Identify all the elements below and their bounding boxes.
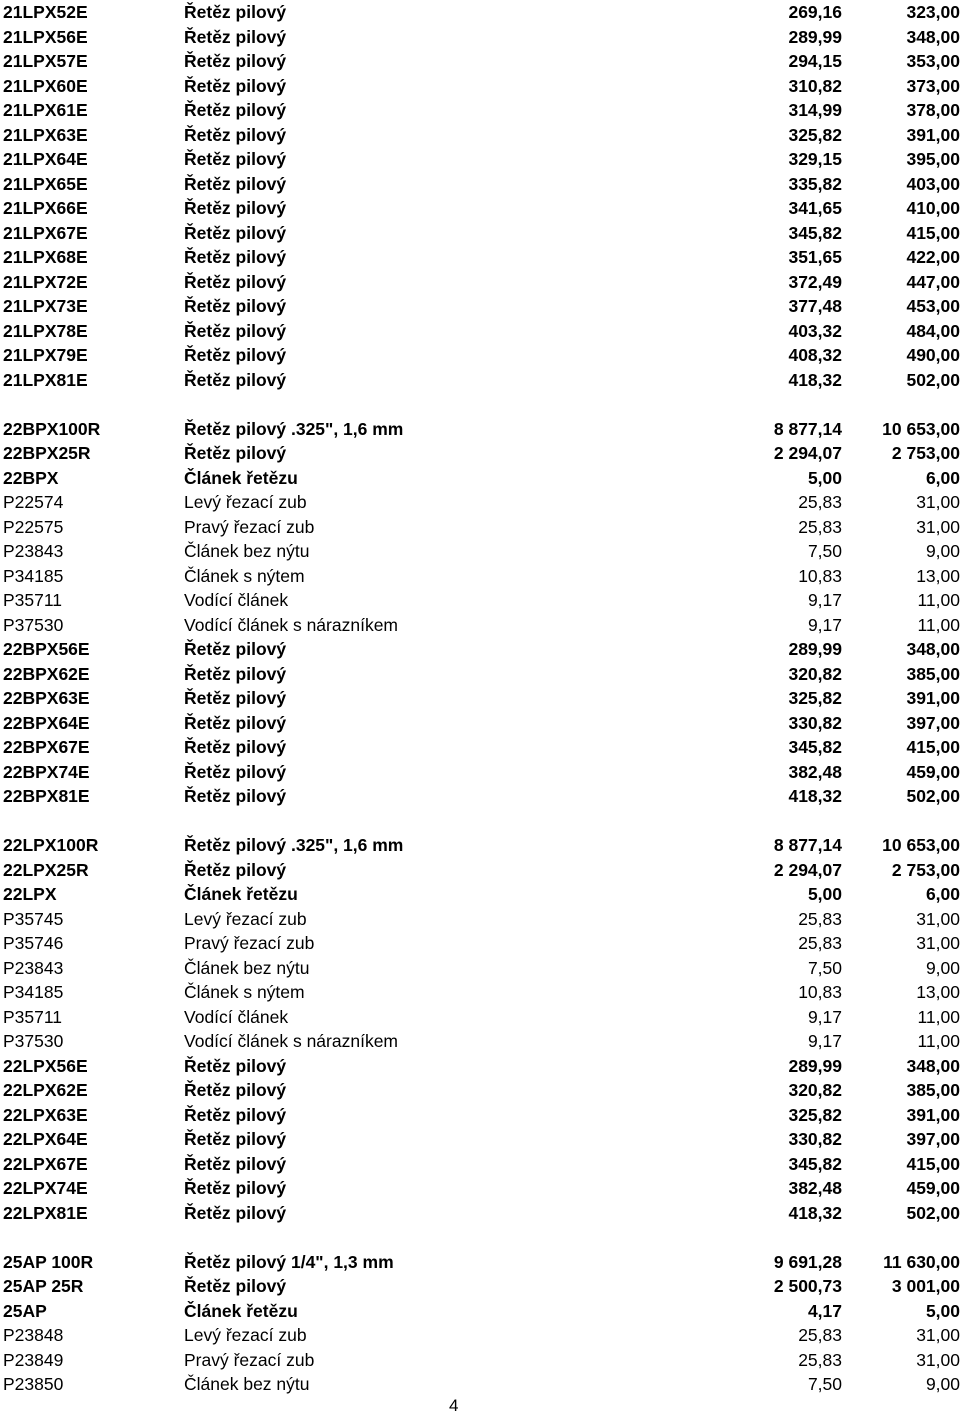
table-row <box>0 196 960 221</box>
product-code: 22LPX56E <box>3 1055 88 1076</box>
price-with-vat: 502,00 <box>906 369 960 390</box>
price-without-vat: 9,17 <box>807 1031 842 1051</box>
product-code: 22BPX56E <box>3 639 90 659</box>
price-without-vat: 7,50 <box>807 541 842 561</box>
price-with-vat: 385,00 <box>906 1080 960 1100</box>
table-row <box>0 1250 960 1275</box>
table-row <box>0 564 960 589</box>
price-with-vat: 391,00 <box>906 1104 960 1125</box>
product-description: Řetěz pilový <box>184 51 287 71</box>
price-with-vat: 395,00 <box>906 149 960 169</box>
product-code: 22BPX81E <box>3 786 90 806</box>
product-code: 21LPX65E <box>3 173 88 194</box>
price-without-vat: 7,50 <box>807 957 842 978</box>
product-code: 22BPX100R <box>3 418 101 439</box>
product-code: 21LPX73E <box>3 296 88 316</box>
product-code: P22575 <box>3 516 64 537</box>
product-code: 22LPX74E <box>3 1178 88 1198</box>
table-row <box>0 441 960 466</box>
price-with-vat: 353,00 <box>906 51 960 71</box>
product-description: Řetěz pilový .325", 1,6 mm <box>184 835 404 855</box>
product-description: Vodící článek <box>184 1006 289 1027</box>
price-without-vat: 9 691,28 <box>773 1251 842 1272</box>
price-with-vat: 6,00 <box>925 884 960 904</box>
product-description: Článek řetězu <box>184 467 298 488</box>
product-code: P37530 <box>3 614 64 635</box>
product-code: 22BPX67E <box>3 737 90 757</box>
price-with-vat: 391,00 <box>906 124 960 145</box>
table-row <box>0 0 960 25</box>
table-row <box>0 319 960 344</box>
price-without-vat: 351,65 <box>788 247 842 267</box>
price-without-vat: 25,83 <box>798 516 842 537</box>
price-without-vat: 9,17 <box>807 1006 842 1027</box>
price-with-vat: 3 001,00 <box>891 1276 960 1296</box>
product-description: Řetěz pilový <box>184 75 287 96</box>
product-description: Řetěz pilový <box>184 320 287 341</box>
product-description: Řetěz pilový <box>184 1080 287 1100</box>
table-row <box>0 123 960 148</box>
product-code: P35745 <box>3 908 64 929</box>
table-row <box>0 49 960 74</box>
product-description: Článek řetězu <box>184 1300 298 1321</box>
table-row <box>0 147 960 172</box>
price-without-vat: 382,48 <box>788 1178 842 1198</box>
price-with-vat: 502,00 <box>906 1202 960 1223</box>
table-row <box>0 1078 960 1103</box>
price-with-vat: 31,00 <box>916 908 960 929</box>
product-description: Řetěz pilový .325", 1,6 mm <box>184 418 404 439</box>
table-row <box>0 221 960 246</box>
product-code: 21LPX61E <box>3 100 88 120</box>
price-with-vat: 397,00 <box>906 712 960 733</box>
table-row <box>0 1299 960 1324</box>
product-description: Levý řezací zub <box>184 908 307 929</box>
product-description: Řetěz pilový <box>184 1104 287 1125</box>
price-without-vat: 25,83 <box>798 1325 842 1345</box>
price-with-vat: 13,00 <box>916 565 960 586</box>
table-row <box>0 294 960 319</box>
table-row <box>0 637 960 662</box>
product-description: Článek bez nýtu <box>184 1374 310 1394</box>
price-without-vat: 408,32 <box>788 345 842 365</box>
table-row <box>0 368 960 393</box>
price-with-vat: 385,00 <box>906 663 960 684</box>
product-code: 21LPX79E <box>3 345 88 365</box>
price-with-vat: 490,00 <box>906 345 960 365</box>
product-code: P35746 <box>3 933 64 953</box>
price-without-vat: 341,65 <box>788 198 842 218</box>
price-without-vat: 10,83 <box>798 565 842 586</box>
price-without-vat: 325,82 <box>788 1104 842 1125</box>
table-row <box>0 172 960 197</box>
price-without-vat: 325,82 <box>788 688 842 708</box>
product-code: 22BPX63E <box>3 688 90 708</box>
product-description: Řetěz pilový <box>184 737 287 757</box>
product-code: 22BPX64E <box>3 712 90 733</box>
table-row <box>0 980 960 1005</box>
price-without-vat: 345,82 <box>788 1153 842 1174</box>
price-with-vat: 348,00 <box>906 1055 960 1076</box>
product-code: P23843 <box>3 541 64 561</box>
price-without-vat: 329,15 <box>788 149 842 169</box>
product-code: 22BPX <box>3 467 59 488</box>
price-with-vat: 378,00 <box>906 100 960 120</box>
price-without-vat: 25,83 <box>798 908 842 929</box>
price-with-vat: 10 653,00 <box>882 418 960 439</box>
table-row <box>0 588 960 613</box>
table-row <box>0 760 960 785</box>
price-without-vat: 289,99 <box>788 639 842 659</box>
price-without-vat: 5,00 <box>807 884 842 904</box>
price-with-vat: 415,00 <box>906 222 960 243</box>
price-without-vat: 289,99 <box>788 1055 842 1076</box>
price-without-vat: 418,32 <box>788 786 842 806</box>
price-without-vat: 25,83 <box>798 933 842 953</box>
table-row <box>0 1005 960 1030</box>
product-description: Řetěz pilový <box>184 786 287 806</box>
price-with-vat: 373,00 <box>906 75 960 96</box>
table-row <box>0 1103 960 1128</box>
product-description: Řetěz pilový <box>184 639 287 659</box>
price-with-vat: 13,00 <box>916 982 960 1002</box>
product-code: P23848 <box>3 1325 64 1345</box>
product-description: Pravý řezací zub <box>184 933 315 953</box>
price-with-vat: 5,00 <box>925 1300 960 1321</box>
product-description: Řetěz pilový 1/4", 1,3 mm <box>184 1251 394 1272</box>
product-group <box>0 417 960 809</box>
price-with-vat: 11,00 <box>917 614 960 635</box>
price-without-vat: 330,82 <box>788 1129 842 1149</box>
price-without-vat: 372,49 <box>788 271 842 292</box>
product-description: Řetěz pilový <box>184 2 287 22</box>
product-description: Pravý řezací zub <box>184 1349 315 1370</box>
product-code: 22BPX25R <box>3 443 91 463</box>
product-group <box>0 833 960 1225</box>
product-description: Řetěz pilový <box>184 1178 287 1198</box>
product-description: Řetěz pilový <box>184 443 287 463</box>
product-description: Článek bez nýtu <box>184 541 310 561</box>
price-with-vat: 31,00 <box>916 516 960 537</box>
product-description: Řetěz pilový <box>184 663 287 684</box>
price-with-vat: 410,00 <box>906 198 960 218</box>
table-row <box>0 907 960 932</box>
table-row <box>0 956 960 981</box>
price-with-vat: 415,00 <box>906 737 960 757</box>
product-code: 21LPX72E <box>3 271 88 292</box>
product-description: Řetěz pilový <box>184 124 287 145</box>
price-without-vat: 403,32 <box>788 320 842 341</box>
price-with-vat: 403,00 <box>906 173 960 194</box>
table-row <box>0 1127 960 1152</box>
price-without-vat: 320,82 <box>788 663 842 684</box>
table-row <box>0 1372 960 1397</box>
product-description: Řetěz pilový <box>184 1129 287 1149</box>
table-row <box>0 1176 960 1201</box>
price-with-vat: 31,00 <box>916 492 960 512</box>
price-with-vat: 11 630,00 <box>883 1251 960 1272</box>
price-with-vat: 6,00 <box>925 467 960 488</box>
product-description: Pravý řezací zub <box>184 516 315 537</box>
price-with-vat: 31,00 <box>916 933 960 953</box>
table-row <box>0 1201 960 1226</box>
price-with-vat: 415,00 <box>906 1153 960 1174</box>
price-with-vat: 348,00 <box>906 639 960 659</box>
product-code: P35711 <box>3 1006 63 1027</box>
product-group <box>0 0 960 392</box>
product-description: Levý řezací zub <box>184 492 307 512</box>
product-code: 21LPX60E <box>3 75 88 96</box>
table-row <box>0 343 960 368</box>
product-code: 21LPX81E <box>3 369 88 390</box>
product-description: Řetěz pilový <box>184 1055 287 1076</box>
price-without-vat: 345,82 <box>788 737 842 757</box>
table-row <box>0 270 960 295</box>
price-with-vat: 11,00 <box>917 1031 960 1051</box>
product-description: Řetěz pilový <box>184 100 287 120</box>
product-code: 21LPX78E <box>3 320 88 341</box>
price-without-vat: 289,99 <box>788 26 842 47</box>
product-code: 22LPX63E <box>3 1104 88 1125</box>
price-without-vat: 330,82 <box>788 712 842 733</box>
product-code: P35711 <box>3 590 63 610</box>
table-row <box>0 1152 960 1177</box>
table-row <box>0 98 960 123</box>
table-row <box>0 25 960 50</box>
product-description: Řetěz pilový <box>184 1276 287 1296</box>
table-row <box>0 74 960 99</box>
price-with-vat: 9,00 <box>925 957 960 978</box>
product-code: P23850 <box>3 1374 64 1394</box>
price-with-vat: 9,00 <box>925 541 960 561</box>
product-code: 22LPX64E <box>3 1129 88 1149</box>
table-row <box>0 931 960 956</box>
product-code: P23843 <box>3 957 64 978</box>
table-row <box>0 613 960 638</box>
product-group <box>0 1250 960 1397</box>
group-spacer <box>0 809 960 834</box>
product-code: P22574 <box>3 492 64 512</box>
price-with-vat: 11,00 <box>917 1006 960 1027</box>
product-description: Řetěz pilový <box>184 149 287 169</box>
table-row <box>0 784 960 809</box>
product-description: Řetěz pilový <box>184 173 287 194</box>
price-without-vat: 9,17 <box>807 614 842 635</box>
table-row <box>0 1323 960 1348</box>
product-code: 21LPX68E <box>3 247 88 267</box>
table-row <box>0 417 960 442</box>
table-row <box>0 1029 960 1054</box>
product-code: 21LPX63E <box>3 124 88 145</box>
table-row <box>0 711 960 736</box>
product-description: Článek řetězu <box>184 884 298 904</box>
product-code: P23849 <box>3 1349 64 1370</box>
product-description: Řetěz pilový <box>184 296 287 316</box>
price-without-vat: 8 877,14 <box>773 835 842 855</box>
product-code: 21LPX64E <box>3 149 88 169</box>
price-with-vat: 397,00 <box>906 1129 960 1149</box>
product-description: Řetěz pilový <box>184 1153 287 1174</box>
group-spacer <box>0 392 960 417</box>
table-row <box>0 515 960 540</box>
price-with-vat: 422,00 <box>906 247 960 267</box>
price-without-vat: 382,48 <box>788 761 842 782</box>
price-without-vat: 314,99 <box>788 100 842 120</box>
table-row <box>0 1274 960 1299</box>
product-description: Řetěz pilový <box>184 26 287 47</box>
product-code: 25AP <box>3 1300 47 1321</box>
product-description: Řetěz pilový <box>184 688 287 708</box>
product-code: 21LPX57E <box>3 51 88 71</box>
price-without-vat: 2 294,07 <box>773 443 842 463</box>
table-row <box>0 539 960 564</box>
price-without-vat: 418,32 <box>788 369 842 390</box>
product-code: 21LPX52E <box>3 2 88 22</box>
price-with-vat: 459,00 <box>906 1178 960 1198</box>
price-with-vat: 447,00 <box>906 271 960 292</box>
product-code: 22LPX62E <box>3 1080 88 1100</box>
product-description: Řetěz pilový <box>184 222 287 243</box>
price-with-vat: 502,00 <box>906 786 960 806</box>
product-code: 21LPX67E <box>3 222 88 243</box>
table-row <box>0 662 960 687</box>
price-without-vat: 345,82 <box>788 222 842 243</box>
table-row <box>0 1054 960 1079</box>
price-without-vat: 377,48 <box>788 296 842 316</box>
product-code: 21LPX66E <box>3 198 88 218</box>
price-with-vat: 10 653,00 <box>882 835 960 855</box>
price-without-vat: 10,83 <box>798 982 842 1002</box>
price-with-vat: 2 753,00 <box>891 443 960 463</box>
price-without-vat: 294,15 <box>788 51 842 71</box>
group-spacer <box>0 1225 960 1250</box>
product-description: Řetěz pilový <box>184 247 287 267</box>
product-description: Vodící článek s nárazníkem <box>184 614 398 635</box>
product-code: 25AP 100R <box>3 1251 94 1272</box>
price-without-vat: 2 294,07 <box>773 859 842 880</box>
product-description: Článek bez nýtu <box>184 957 310 978</box>
price-with-vat: 323,00 <box>906 2 960 22</box>
product-code: 25AP 25R <box>3 1276 84 1296</box>
product-description: Řetěz pilový <box>184 1202 287 1223</box>
product-code: P34185 <box>3 982 64 1002</box>
product-code: P37530 <box>3 1031 64 1051</box>
product-code: 22LPX67E <box>3 1153 88 1174</box>
price-with-vat: 9,00 <box>925 1374 960 1394</box>
price-without-vat: 325,82 <box>788 124 842 145</box>
price-with-vat: 31,00 <box>916 1349 960 1370</box>
price-without-vat: 9,17 <box>807 590 842 610</box>
table-row <box>0 882 960 907</box>
product-description: Řetěz pilový <box>184 859 287 880</box>
price-with-vat: 31,00 <box>916 1325 960 1345</box>
price-without-vat: 8 877,14 <box>773 418 842 439</box>
price-without-vat: 335,82 <box>788 173 842 194</box>
product-code: 22LPX <box>3 884 57 904</box>
product-description: Řetěz pilový <box>184 198 287 218</box>
product-description: Vodící článek <box>184 590 289 610</box>
product-description: Levý řezací zub <box>184 1325 307 1345</box>
product-code: 22BPX74E <box>3 761 90 782</box>
price-without-vat: 310,82 <box>788 75 842 96</box>
price-without-vat: 5,00 <box>807 467 842 488</box>
price-without-vat: 269,16 <box>788 2 842 22</box>
table-row <box>0 490 960 515</box>
price-with-vat: 459,00 <box>906 761 960 782</box>
product-description: Řetěz pilový <box>184 712 287 733</box>
product-description: Vodící článek s nárazníkem <box>184 1031 398 1051</box>
price-without-vat: 4,17 <box>807 1300 842 1321</box>
product-code: 22BPX62E <box>3 663 90 684</box>
price-with-vat: 348,00 <box>906 26 960 47</box>
table-row <box>0 735 960 760</box>
price-with-vat: 453,00 <box>906 296 960 316</box>
product-description: Řetěz pilový <box>184 369 287 390</box>
product-description: Řetěz pilový <box>184 271 287 292</box>
product-code: 22LPX81E <box>3 1202 88 1223</box>
product-description: Řetěz pilový <box>184 345 287 365</box>
price-with-vat: 11,00 <box>917 590 960 610</box>
product-code: 22LPX100R <box>3 835 99 855</box>
table-row <box>0 833 960 858</box>
table-row <box>0 858 960 883</box>
table-row <box>0 686 960 711</box>
price-without-vat: 25,83 <box>798 1349 842 1370</box>
price-with-vat: 2 753,00 <box>891 859 960 880</box>
table-row <box>0 245 960 270</box>
price-with-vat: 391,00 <box>906 688 960 708</box>
product-code: P34185 <box>3 565 64 586</box>
price-without-vat: 7,50 <box>807 1374 842 1394</box>
price-with-vat: 484,00 <box>906 320 960 341</box>
price-without-vat: 418,32 <box>788 1202 842 1223</box>
product-description: Článek s nýtem <box>184 565 305 586</box>
product-description: Článek s nýtem <box>184 982 305 1002</box>
product-code: 22LPX25R <box>3 859 89 880</box>
price-without-vat: 25,83 <box>798 492 842 512</box>
product-code: 21LPX56E <box>3 26 88 47</box>
table-row <box>0 1348 960 1373</box>
product-description: Řetěz pilový <box>184 761 287 782</box>
page-number: 4 <box>449 1396 459 1415</box>
table-row <box>0 466 960 491</box>
price-without-vat: 320,82 <box>788 1080 842 1100</box>
price-without-vat: 2 500,73 <box>773 1276 842 1296</box>
